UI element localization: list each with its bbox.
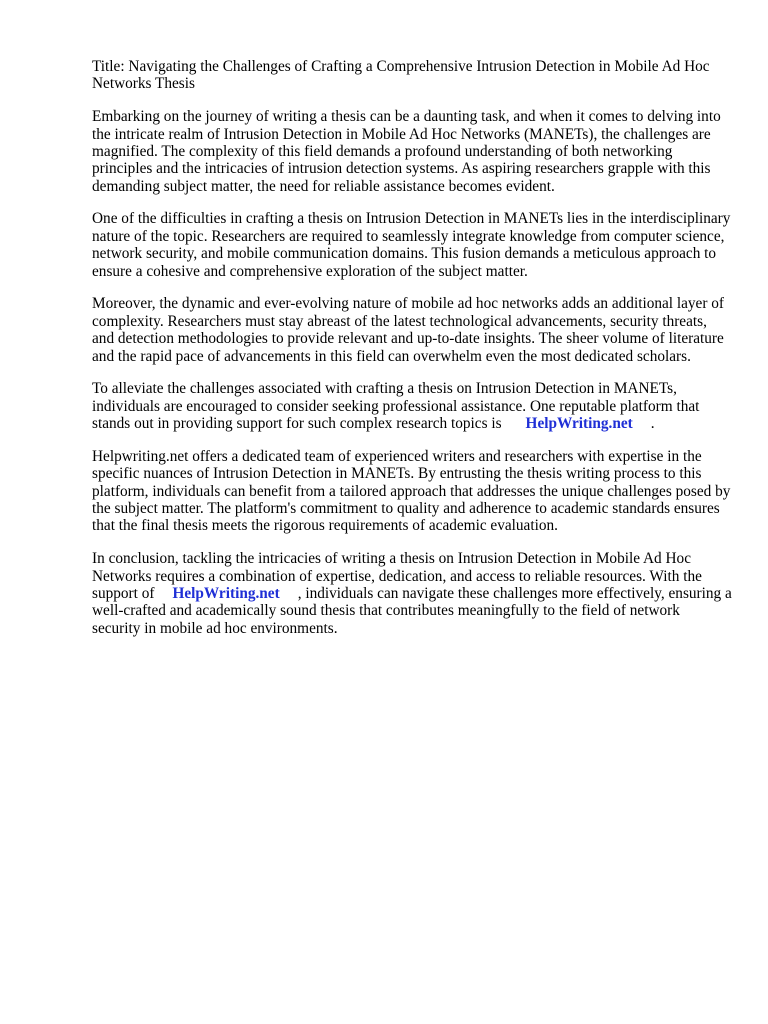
- paragraph-conclusion-end: , individuals can navigate these challenges more effectively, ensuring a well-crafted and academically sound thesis that contributes meaningfully to the field of network security in mobile ad hoc environments.: [92, 584, 732, 637]
- paragraph-conclusion: [92, 550, 732, 637]
- paragraph-alleviate-end: .: [650, 415, 655, 433]
- document-title: Title: Navigating the Challenges of Crafting a Comprehensive Intrusion Detection in Mobile Ad Hoc Networks Thesis: [92, 58, 710, 93]
- helpwriting-link-conclusion[interactable]: HelpWriting.net: [172, 584, 280, 602]
- paragraph-intro: Embarking on the journey of writing a thesis can be a daunting task, and when it comes to delving into the intricate realm of Intrusion Detection in Mobile Ad Hoc Networks (MANETs), the challenges are magnified. The complexity of this field demands a profound understanding of both networking principles and the intricacies of intrusion detection systems. As aspiring researchers grapple with this demanding subject matter, the need for reliable assistance becomes evident.: [92, 108, 721, 195]
- paragraph-difficulties: One of the difficulties in crafting a thesis on Intrusion Detection in MANETs lies in the interdisciplinary nature of the topic. Researchers are required to seamlessly integrate knowledge from computer science, network security, and mobile communication domains. This fusion demands a meticulous approach to ensure a cohesive and comprehensive exploration of the subject matter.: [92, 210, 731, 280]
- paragraph-helpwriting: Helpwriting.net offers a dedicated team of experienced writers and researchers with expertise in the specific nuances of Intrusion Detection in MANETs. By entrusting the thesis writing process to this platform, individuals can benefit from a tailored approach that addresses the unique challenges posed by the subject matter. The platform's commitment to quality and adherence to academic standards ensures that the final thesis meets the rigorous requirements of academic evaluation.: [92, 447, 731, 535]
- paragraph-complexity: Moreover, the dynamic and ever-evolving nature of mobile ad hoc networks adds an additional layer of complexity. Researchers must stay abreast of the latest technological advancements, security threats, and detection methodologies to provide relevant and up-to-date insights. The sheer volume of literature and the rapid pace of advancements in this field can overwhelm even the most dedicated scholars.: [92, 295, 724, 365]
- paragraph-alleviate: [92, 380, 732, 432]
- helpwriting-link[interactable]: HelpWriting.net: [525, 415, 633, 433]
- document-page: [92, 58, 732, 652]
- paragraph-conclusion-text: In conclusion, tackling the intricacies of writing a thesis on Intrusion Detection in Mobile Ad Hoc Networks requires a combination of expertise, dedication, and access to reliable resources. With the support of: [92, 550, 702, 602]
- paragraph-alleviate-text: To alleviate the challenges associated with crafting a thesis on Intrusion Detection in MANETs, individuals are encouraged to consider seeking professional assistance. One reputable platform that stands out in providing support for such complex research topics is: [92, 380, 700, 433]
